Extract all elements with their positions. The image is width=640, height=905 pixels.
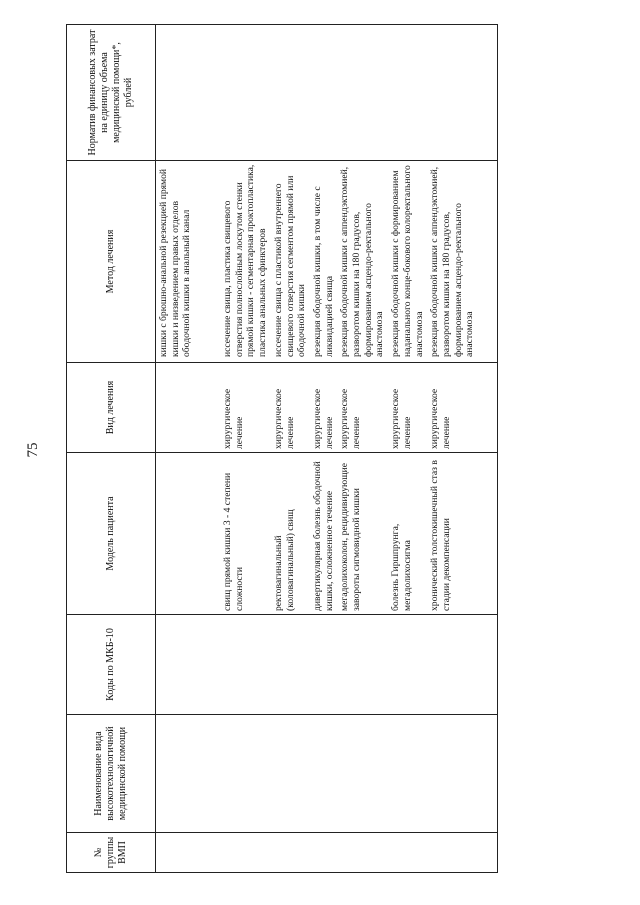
table-row — [427, 25, 498, 873]
header-group: № группы ВМП — [67, 833, 156, 873]
cell-group — [156, 833, 221, 873]
vmp-table — [66, 24, 498, 873]
cell-treatment: хирургическое лечение — [427, 363, 498, 453]
cell-model: болезнь Гиршпрунга, мегадолихосигма — [388, 453, 427, 615]
table-row — [337, 25, 388, 873]
cell-model — [156, 453, 221, 615]
cell-model: хронический толстокишечный стаз в стадии декомпенсации — [427, 453, 498, 615]
cell-treatment: хирургическое лечение — [388, 363, 427, 453]
cell-norm — [271, 25, 310, 161]
cell-group — [310, 833, 337, 873]
page-number: 75 — [25, 442, 41, 458]
cell-norm — [156, 25, 221, 161]
cell-norm — [427, 25, 498, 161]
cell-name — [310, 715, 337, 833]
cell-group — [427, 833, 498, 873]
cell-icd — [220, 615, 271, 715]
table-header-row — [67, 25, 156, 873]
header-icd: Коды по МКБ-10 — [67, 615, 156, 715]
cell-name — [271, 715, 310, 833]
cell-group — [220, 833, 271, 873]
header-name: Наименование вида высокотехнологичной медицинской помощи — [67, 715, 156, 833]
cell-model: мегадолихоколон, рецидивирующие завороты сигмовидной кишки — [337, 453, 388, 615]
cell-model: свищ прямой кишки 3 - 4 степени сложности — [220, 453, 271, 615]
cell-method: иссечение свища, пластика свищевого отверстия полнослойным лоскутом стенки прямой кишки - сегментарная проктопластика, пластика анальных сфинктеров — [220, 161, 271, 363]
cell-method: иссечение свища с пластикой внутреннего свищевого отверстия сегментом прямой или ободочной кишки — [271, 161, 310, 363]
cell-group — [271, 833, 310, 873]
cell-method: резекция ободочной кишки с аппендэктомией, разворотом кишки на 180 градусов, формированием асцендо-ректального анастомоза — [427, 161, 498, 363]
cell-icd — [156, 615, 221, 715]
cell-name — [427, 715, 498, 833]
cell-model: ректовагинальный (коловагинальный) свищ — [271, 453, 310, 615]
header-treatment: Вид лечения — [67, 363, 156, 453]
cell-treatment — [156, 363, 221, 453]
cell-icd — [271, 615, 310, 715]
table-row — [220, 25, 271, 873]
cell-method: резекция ободочной кишки с аппендэктомией, разворотом кишки на 180 градусов, формированием асцендо-ректального анастомоза — [337, 161, 388, 363]
table-row — [310, 25, 337, 873]
cell-name — [156, 715, 221, 833]
cell-group — [388, 833, 427, 873]
cell-icd — [310, 615, 337, 715]
cell-norm — [220, 25, 271, 161]
cell-norm — [337, 25, 388, 161]
cell-icd — [427, 615, 498, 715]
cell-treatment: хирургическое лечение — [220, 363, 271, 453]
header-norm: Норматив финансовых затрат на единицу объема медицинской помощи*, рублей — [67, 25, 156, 161]
cell-method: резекция ободочной кишки с формированием наданального конце-бокового колоректального анастомоза — [388, 161, 427, 363]
cell-treatment: хирургическое лечение — [337, 363, 388, 453]
cell-method: кишки с брюшно-анальной резекцией прямой кишки и низведением правых отделов ободочной кишки в анальный канал — [156, 161, 221, 363]
cell-name — [337, 715, 388, 833]
cell-model: дивертикулярная болезнь ободочной кишки, осложненное течение — [310, 453, 337, 615]
cell-group — [337, 833, 388, 873]
table-row — [156, 25, 221, 873]
cell-treatment: хирургическое лечение — [310, 363, 337, 453]
cell-method: резекция ободочной кишки, в том числе с ликвидацией свища — [310, 161, 337, 363]
header-model: Модель пациента — [67, 453, 156, 615]
table-row — [388, 25, 427, 873]
cell-icd — [337, 615, 388, 715]
table-row — [271, 25, 310, 873]
cell-norm — [310, 25, 337, 161]
header-method: Метод лечения — [67, 161, 156, 363]
cell-name — [388, 715, 427, 833]
cell-name — [220, 715, 271, 833]
cell-norm — [388, 25, 427, 161]
cell-icd — [388, 615, 427, 715]
cell-treatment: хирургическое лечение — [271, 363, 310, 453]
